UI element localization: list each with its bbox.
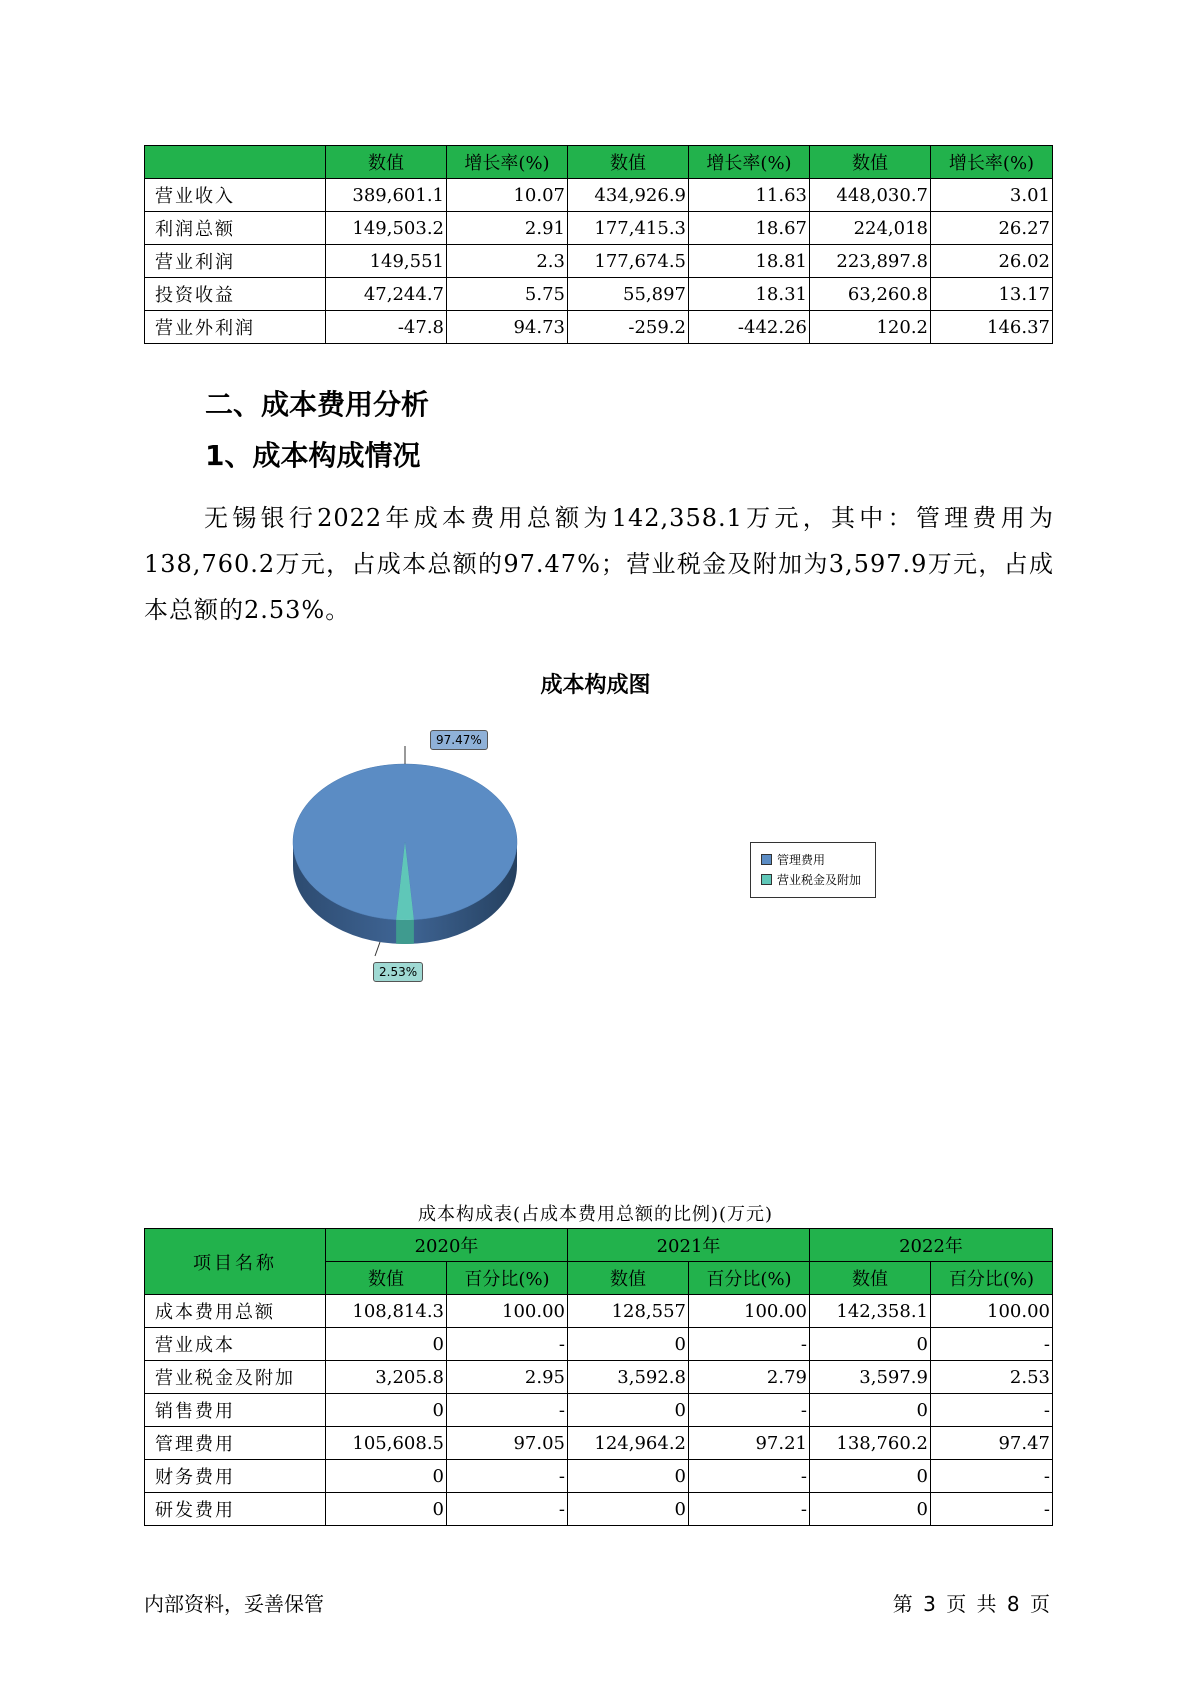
table-cell: 55,897	[568, 278, 689, 311]
table2-year-header: 2022年	[810, 1229, 1053, 1262]
table-cell: 434,926.9	[568, 179, 689, 212]
table-cell: -442.26	[689, 311, 810, 344]
table2-year-header: 2021年	[568, 1229, 810, 1262]
table-cell: 26.27	[931, 212, 1053, 245]
table-row	[145, 278, 1053, 311]
legend-swatch	[761, 874, 772, 885]
table-cell: -	[931, 1460, 1053, 1493]
table-cell: 2.53	[931, 1361, 1053, 1394]
table-row	[145, 1427, 1053, 1460]
table-row	[145, 179, 1053, 212]
table-cell: 97.47	[931, 1427, 1053, 1460]
pie-data-label: 97.47%	[430, 730, 488, 750]
table2-subheader-cell: 数值	[810, 1262, 931, 1295]
table2-subheader-cell: 百分比(%)	[447, 1262, 568, 1295]
table-cell: 389,601.1	[326, 179, 447, 212]
table-cell: 146.37	[931, 311, 1053, 344]
table-cell: 0	[568, 1328, 689, 1361]
table-cell: -	[689, 1328, 810, 1361]
financial-summary-table	[144, 145, 1053, 344]
table-cell: 0	[326, 1460, 447, 1493]
table-cell: -259.2	[568, 311, 689, 344]
footer-page-number: 第 3 页 共 8 页	[892, 1592, 1052, 1616]
row-label: 成本费用总额	[145, 1295, 326, 1328]
table-cell: 100.00	[689, 1295, 810, 1328]
table1-header-cell: 增长率(%)	[447, 146, 568, 179]
table-cell: 97.05	[447, 1427, 568, 1460]
table-cell: 108,814.3	[326, 1295, 447, 1328]
footer-confidential-note: 内部资料，妥善保管	[144, 1592, 324, 1616]
table-cell: 149,503.2	[326, 212, 447, 245]
table-cell: -	[447, 1493, 568, 1526]
table-cell: 3,597.9	[810, 1361, 931, 1394]
table-cell: 2.79	[689, 1361, 810, 1394]
table2-subheader-cell: 百分比(%)	[931, 1262, 1053, 1295]
table1-header-cell: 增长率(%)	[689, 146, 810, 179]
legend-label: 管理费用	[777, 853, 826, 867]
table2-year-header: 2020年	[326, 1229, 568, 1262]
table2-subheader-cell: 数值	[568, 1262, 689, 1295]
cost-pie-chart	[290, 720, 540, 990]
section-heading: 二、成本费用分析	[205, 388, 430, 421]
chart-legend	[750, 842, 876, 898]
table-cell: 18.81	[689, 245, 810, 278]
table-cell: 100.00	[931, 1295, 1053, 1328]
row-label: 财务费用	[145, 1460, 326, 1493]
row-label: 利润总额	[145, 212, 326, 245]
table-cell: 223,897.8	[810, 245, 931, 278]
table-row	[145, 1460, 1053, 1493]
table-cell: 128,557	[568, 1295, 689, 1328]
table1-header-cell	[145, 146, 326, 179]
table-row	[145, 212, 1053, 245]
row-label: 销售费用	[145, 1394, 326, 1427]
table-cell: 97.21	[689, 1427, 810, 1460]
table-cell: 3,205.8	[326, 1361, 447, 1394]
cost-structure-table	[144, 1228, 1053, 1526]
table-cell: -	[447, 1394, 568, 1427]
chart-title: 成本构成图	[540, 673, 651, 698]
table1-header-cell: 增长率(%)	[931, 146, 1053, 179]
table-cell: 13.17	[931, 278, 1053, 311]
row-label: 研发费用	[145, 1493, 326, 1526]
table-cell: 47,244.7	[326, 278, 447, 311]
table-cell: -	[689, 1394, 810, 1427]
table-cell: 2.95	[447, 1361, 568, 1394]
row-label: 营业利润	[145, 245, 326, 278]
table-row	[145, 1328, 1053, 1361]
table-row	[145, 1394, 1053, 1427]
table-cell: 149,551	[326, 245, 447, 278]
table-cell: 0	[568, 1493, 689, 1526]
table-cell: 142,358.1	[810, 1295, 931, 1328]
table1-header-cell: 数值	[810, 146, 931, 179]
table-row	[145, 1493, 1053, 1526]
table-cell: 18.31	[689, 278, 810, 311]
table-cell: 0	[810, 1328, 931, 1361]
row-label: 营业外利润	[145, 311, 326, 344]
table-cell: 100.00	[447, 1295, 568, 1328]
table-cell: 448,030.7	[810, 179, 931, 212]
table-cell: 2.3	[447, 245, 568, 278]
table-cell: 0	[326, 1328, 447, 1361]
table-cell: -	[931, 1328, 1053, 1361]
table-cell: 177,674.5	[568, 245, 689, 278]
table-cell: 0	[568, 1394, 689, 1427]
pie-slice-side-wall	[396, 920, 414, 944]
table-cell: 120.2	[810, 311, 931, 344]
table-cell: 0	[326, 1394, 447, 1427]
cost-summary-paragraph: 无锡银行2022年成本费用总额为142,358.1万元，其中：管理费用为138,760.2万元，占成本总额的97.47%；营业税金及附加为3,597.9万元，占成本总额的2.53%。	[144, 504, 1054, 624]
table-cell: 0	[810, 1493, 931, 1526]
table-cell: 3.01	[931, 179, 1053, 212]
table-cell: 2.91	[447, 212, 568, 245]
row-label: 管理费用	[145, 1427, 326, 1460]
table1-body	[145, 179, 1053, 344]
table-row	[145, 245, 1053, 278]
table-cell: 5.75	[447, 278, 568, 311]
table-row	[145, 311, 1053, 344]
table-cell: -47.8	[326, 311, 447, 344]
subsection-heading: 1、成本构成情况	[205, 439, 421, 472]
row-label: 营业税金及附加	[145, 1361, 326, 1394]
table-cell: 11.63	[689, 179, 810, 212]
row-label: 投资收益	[145, 278, 326, 311]
table1-header-row	[145, 146, 1053, 179]
pie-data-label: 2.53%	[373, 962, 423, 982]
legend-label: 营业税金及附加	[777, 873, 862, 887]
table-cell: -	[689, 1460, 810, 1493]
table-cell: 0	[326, 1493, 447, 1526]
legend-swatch	[761, 854, 772, 865]
table1-header-cell: 数值	[326, 146, 447, 179]
table-cell: 177,415.3	[568, 212, 689, 245]
table-cell: -	[931, 1394, 1053, 1427]
table-cell: 18.67	[689, 212, 810, 245]
table-row	[145, 1361, 1053, 1394]
table2-caption: 成本构成表(占成本费用总额的比例)(万元)	[417, 1204, 774, 1225]
table2-name-header: 项目名称	[145, 1229, 326, 1295]
row-label: 营业收入	[145, 179, 326, 212]
table-row	[145, 1295, 1053, 1328]
pie-leader-line	[375, 942, 380, 956]
table1-header-cell: 数值	[568, 146, 689, 179]
legend-item	[761, 851, 825, 868]
table-cell: -	[447, 1460, 568, 1493]
table-cell: 3,592.8	[568, 1361, 689, 1394]
table2-subheader-cell: 百分比(%)	[689, 1262, 810, 1295]
table-cell: -	[689, 1493, 810, 1526]
table-cell: 105,608.5	[326, 1427, 447, 1460]
table-cell: 138,760.2	[810, 1427, 931, 1460]
table2-body	[145, 1295, 1053, 1526]
table-cell: 94.73	[447, 311, 568, 344]
table-cell: 10.07	[447, 179, 568, 212]
table-cell: 0	[568, 1460, 689, 1493]
table-cell: 0	[810, 1460, 931, 1493]
table-cell: -	[447, 1328, 568, 1361]
row-label: 营业成本	[145, 1328, 326, 1361]
legend-item	[761, 871, 861, 888]
table-cell: 63,260.8	[810, 278, 931, 311]
table-cell: 124,964.2	[568, 1427, 689, 1460]
table-cell: 26.02	[931, 245, 1053, 278]
table-cell: 0	[810, 1394, 931, 1427]
table-cell: -	[931, 1493, 1053, 1526]
table2-year-row	[145, 1229, 1053, 1262]
table-cell: 224,018	[810, 212, 931, 245]
table2-subheader-cell: 数值	[326, 1262, 447, 1295]
